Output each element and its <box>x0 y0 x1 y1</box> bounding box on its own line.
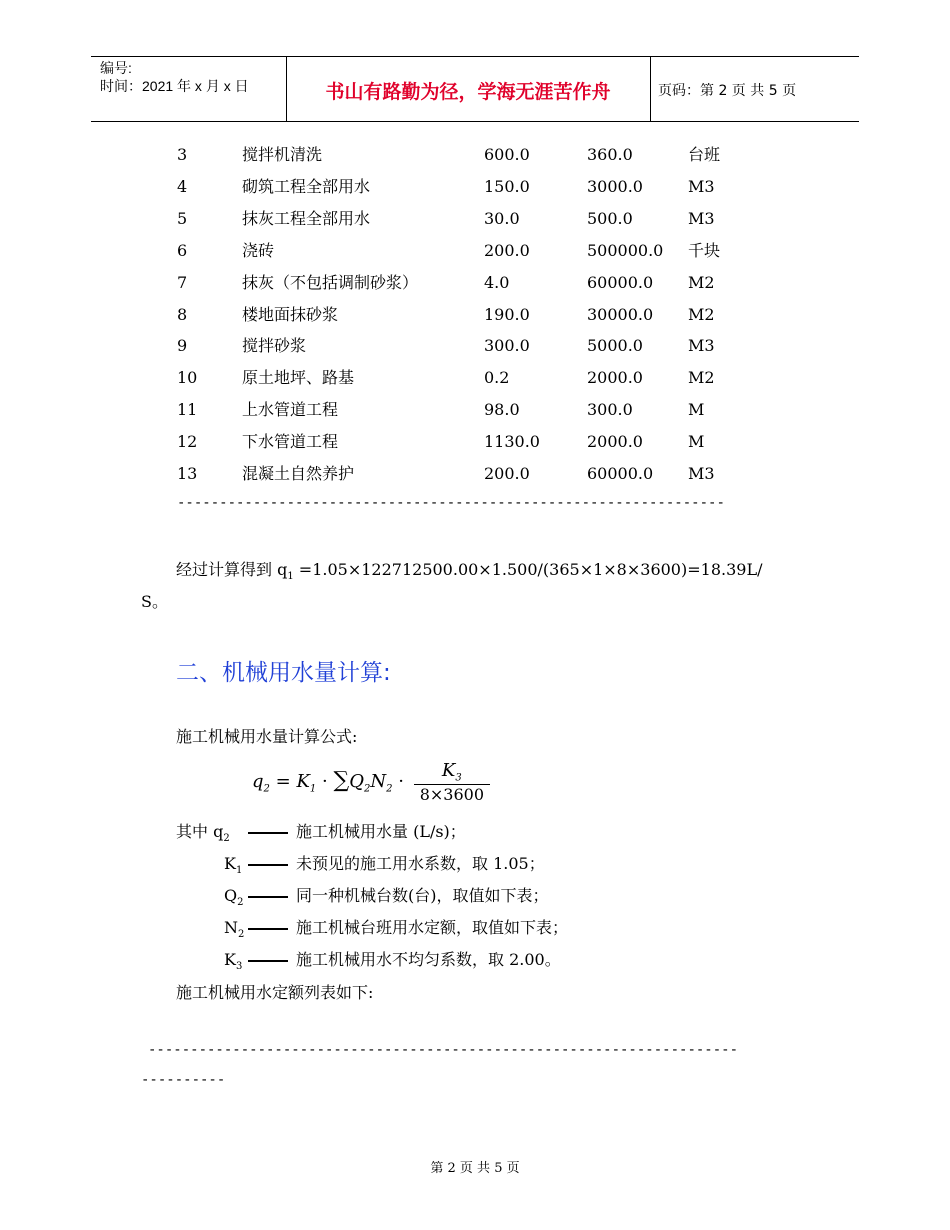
row-item-name: 搅拌砂浆 <box>242 336 307 356</box>
definition-text: 同一种机械台数(台)，取值如下表； <box>296 886 549 905</box>
row-number: 4 <box>177 176 188 196</box>
definition-symbol-sub: 1 <box>235 865 243 877</box>
formula-denominator: 8×3600 <box>419 784 484 804</box>
row-quantity: 3000.0 <box>587 176 643 196</box>
row-quota: 600.0 <box>484 145 530 164</box>
row-quota: 150.0 <box>484 176 530 196</box>
calc-prefix: 经过计算得到 q <box>176 560 288 579</box>
row-item-name: 砌筑工程全部用水 <box>242 176 371 196</box>
row-quantity: 500000.0 <box>587 240 664 260</box>
row-unit: M2 <box>688 272 715 292</box>
row-item-name: 抹灰（不包括调制砂浆） <box>242 272 419 292</box>
row-quantity: 5000.0 <box>587 336 643 356</box>
definition-text: 施工机械用水量 (L/s)； <box>296 822 466 841</box>
header-page-number: 页码：第 2 页 共 5 页 <box>658 83 797 99</box>
formula-n2-sub: 2 <box>386 783 393 795</box>
definition-symbol <box>224 853 242 882</box>
list-intro: 施工机械用水定额列表如下: <box>176 983 374 1002</box>
formula-q-sub: 2 <box>263 783 270 795</box>
table-bottom-rule: ----------------------------------------------------------------- <box>177 495 725 511</box>
row-number: 13 <box>177 464 198 483</box>
list-rule-continued: ---------- <box>141 1072 226 1088</box>
row-number: 6 <box>177 240 188 260</box>
row-number: 9 <box>177 336 188 356</box>
row-unit: M3 <box>688 336 715 356</box>
row-number: 5 <box>177 208 188 228</box>
row-quantity: 60000.0 <box>587 272 654 292</box>
definition-prefix: 其中 <box>176 822 214 841</box>
definition-symbol-letter: K <box>224 854 236 873</box>
row-unit: M3 <box>688 208 715 228</box>
formula-k1-sub: 1 <box>309 783 317 795</box>
header-serial: 编号: <box>100 60 132 76</box>
definition-symbol-letter: K <box>224 950 236 969</box>
definition-text: 施工机械用水不均匀系数，取 2.00。 <box>296 950 561 969</box>
definition-text: 未预见的施工用水系数，取 1.05； <box>296 854 545 873</box>
row-number: 7 <box>177 272 188 292</box>
row-quota: 190.0 <box>484 304 530 324</box>
row-number: 3 <box>177 145 188 164</box>
definition-dash <box>248 864 288 866</box>
row-quota: 30.0 <box>484 208 520 228</box>
formula-fraction <box>414 760 490 804</box>
calculation-result <box>176 559 762 588</box>
definition-text: 施工机械台班用水定额，取值如下表； <box>296 918 569 937</box>
row-unit: M <box>688 432 705 452</box>
definition-symbol-sub: 2 <box>223 833 230 845</box>
header-motto: 书山有路勤为径，学海无涯苦作舟 <box>325 81 611 103</box>
formula-n2: N <box>370 770 387 792</box>
row-unit: 千块 <box>688 240 721 260</box>
row-quota: 200.0 <box>484 464 530 483</box>
definition-symbol <box>224 885 244 914</box>
row-number: 11 <box>177 400 198 420</box>
row-item-name: 浇砖 <box>242 240 275 260</box>
definition-symbol <box>176 821 230 850</box>
list-rule: ---------------------------------------------------------------------- <box>148 1042 739 1058</box>
row-quantity: 300.0 <box>587 400 633 420</box>
row-quantity: 2000.0 <box>587 432 643 452</box>
definition-dash <box>248 928 288 930</box>
row-unit: M3 <box>688 176 715 196</box>
formula-q: q <box>252 770 264 792</box>
row-quantity: 30000.0 <box>587 304 654 324</box>
formula-q2-sub: 2 <box>363 783 371 795</box>
row-quantity: 500.0 <box>587 208 633 228</box>
definition-symbol-sub: 3 <box>235 961 243 973</box>
row-quota: 1130.0 <box>484 432 540 452</box>
definition-symbol <box>224 949 242 978</box>
header-time: 时间：2021 年 x 月 x 日 <box>100 78 249 94</box>
row-item-name: 抹灰工程全部用水 <box>242 208 371 228</box>
row-item-name: 搅拌机清洗 <box>242 145 323 164</box>
header-top-rule <box>91 56 859 57</box>
formula-k3-sub: 3 <box>455 772 462 784</box>
row-quota: 4.0 <box>484 272 510 292</box>
calc-sub: 1 <box>287 571 294 583</box>
definition-symbol <box>224 917 244 946</box>
row-unit: M3 <box>688 464 715 483</box>
row-unit: M <box>688 400 705 420</box>
row-number: 8 <box>177 304 188 324</box>
row-unit: M2 <box>688 368 715 388</box>
row-quota: 200.0 <box>484 240 530 260</box>
calc-expression: =1.05×122712500.00×1.500/(365×1×8×3600)=18.39L/ <box>293 560 763 579</box>
row-quota: 98.0 <box>484 400 520 420</box>
row-unit: 台班 <box>688 145 721 164</box>
definition-symbol-letter: Q <box>224 886 238 905</box>
header-divider <box>650 56 651 122</box>
row-item-name: 混凝土自然养护 <box>242 464 355 483</box>
row-item-name: 原土地坪、路基 <box>242 368 355 388</box>
formula-intro: 施工机械用水量计算公式: <box>176 727 358 746</box>
definition-symbol-sub: 2 <box>237 897 244 909</box>
definition-dash <box>248 832 288 834</box>
footer-page-number: 第 2 页 共 5 页 <box>430 1161 520 1176</box>
definition-symbol-letter: q <box>213 822 224 841</box>
section-title: 二、机械用水量计算: <box>176 660 391 686</box>
definition-symbol-sub: 2 <box>238 929 245 941</box>
formula-q2: Q <box>349 770 364 792</box>
row-quota: 0.2 <box>484 368 510 388</box>
row-quantity: 60000.0 <box>587 464 654 483</box>
calc-unit-line: S。 <box>141 592 168 611</box>
row-item-name: 上水管道工程 <box>242 400 339 420</box>
row-number: 12 <box>177 432 198 452</box>
machine-water-formula: $q_2 = K_1 \cdot \sum Q_2N_2$ · $\frac{K_3}{8\times 3600}$ <box>252 760 490 804</box>
row-quantity: 2000.0 <box>587 368 643 388</box>
definition-dash <box>248 960 288 962</box>
row-item-name: 下水管道工程 <box>242 432 339 452</box>
header-bottom-rule <box>91 121 859 122</box>
row-quantity: 360.0 <box>587 145 633 164</box>
row-item-name: 楼地面抹砂浆 <box>242 304 339 324</box>
definition-dash <box>248 896 288 898</box>
row-number: 10 <box>177 368 198 388</box>
row-quota: 300.0 <box>484 336 530 356</box>
formula-sum-symbol: ∑ <box>333 767 350 793</box>
formula-k1: K <box>296 770 310 792</box>
formula-k3: K <box>441 760 456 781</box>
definition-symbol-letter: N <box>224 918 238 937</box>
row-unit: M2 <box>688 304 715 324</box>
